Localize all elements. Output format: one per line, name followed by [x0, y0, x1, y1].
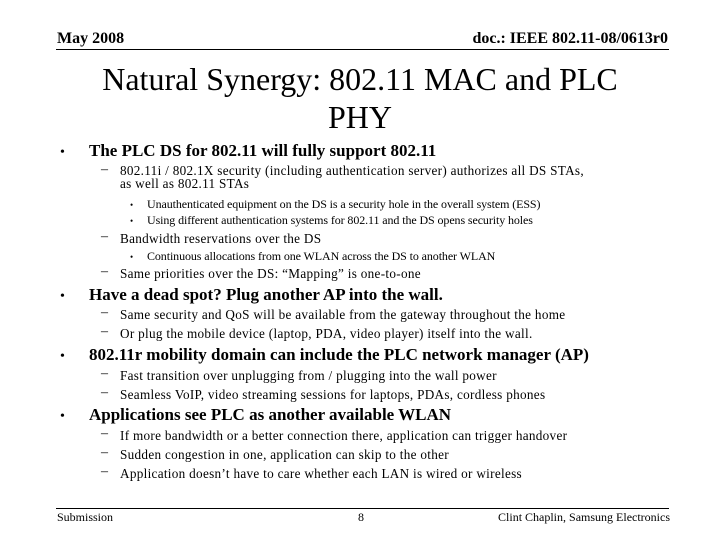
dash-marker: – — [101, 162, 108, 177]
dash-marker: – — [101, 385, 108, 400]
bullet-3: 802.11r mobility domain can include the PLC network manager (AP) — [89, 345, 589, 364]
bullet-2-sub-2: Or plug the mobile device (laptop, PDA, video player) itself into the wall. — [120, 326, 533, 341]
bullet-2-sub-1: Same security and QoS will be available from the gateway throughout the home — [120, 307, 566, 322]
bullet-4-sub-2: Sudden congestion in one, application can skip to the other — [120, 447, 450, 462]
bullet-4-sub-3: Application doesn’t have to care whether each LAN is wired or wireless — [120, 466, 522, 481]
header-date: May 2008 — [57, 30, 125, 47]
bullet-marker: • — [60, 409, 65, 424]
slide-title — [60, 60, 660, 136]
dash-marker: – — [101, 324, 108, 339]
bullet-3-sub-1: Fast transition over unplugging from / plugging into the wall power — [120, 368, 497, 383]
title-line-1: Natural Synergy: 802.11 MAC and PLC — [102, 61, 618, 97]
dash-marker: – — [101, 426, 108, 441]
header-doc-id: doc.: IEEE 802.11-08/0613r0 — [472, 30, 668, 47]
dash-marker: – — [101, 445, 108, 460]
bullet-1-sub-1-line-2: as well as 802.11 STAs — [120, 176, 250, 191]
dash-marker: – — [101, 366, 108, 381]
bullet-1-sub-1-item-1: Unauthenticated equipment on the DS is a security hole in the overall system (ESS) — [147, 197, 541, 211]
bullet-1-sub-2-item-1: Continuous allocations from one WLAN across the DS to another WLAN — [147, 249, 496, 263]
dash-marker: – — [101, 229, 108, 244]
bullet-marker: • — [130, 200, 134, 210]
bullet-4: Applications see PLC as another available WLAN — [89, 405, 452, 424]
dash-marker: – — [101, 305, 108, 320]
bullet-marker: • — [60, 289, 65, 304]
bullet-marker: • — [60, 145, 65, 160]
bullet-marker: • — [130, 252, 134, 262]
footer-author: Clint Chaplin, Samsung Electronics — [498, 510, 670, 524]
bullet-1-sub-3: Same priorities over the DS: “Mapping” is one-to-one — [120, 266, 421, 281]
dash-marker: – — [101, 264, 108, 279]
bullet-marker: • — [130, 216, 134, 226]
bullet-4-sub-1: If more bandwidth or a better connection there, application can trigger handover — [120, 428, 568, 443]
bullet-3-sub-2: Seamless VoIP, video streaming sessions for laptops, PDAs, cordless phones — [120, 387, 546, 402]
bullet-1-sub-2: Bandwidth reservations over the DS — [120, 231, 322, 246]
bullet-1-sub-1-line-1: 802.11i / 802.1X security (including authentication server) authorizes all DS STAs, — [120, 163, 584, 178]
bullet-1-sub-1 — [120, 164, 584, 190]
bullet-1-sub-1-item-2: Using different authentication systems for 802.11 and the DS opens security holes — [147, 213, 533, 227]
footer-submission: Submission — [57, 510, 114, 524]
bullet-2: Have a dead spot? Plug another AP into the wall. — [89, 285, 443, 304]
bullet-marker: • — [60, 349, 65, 364]
header-rule — [56, 49, 669, 50]
bullet-1: The PLC DS for 802.11 will fully support 802.11 — [89, 141, 437, 160]
footer-rule — [56, 508, 669, 509]
footer-page-number: 8 — [358, 510, 364, 524]
title-line-2: PHY — [327, 99, 392, 135]
dash-marker: – — [101, 464, 108, 479]
